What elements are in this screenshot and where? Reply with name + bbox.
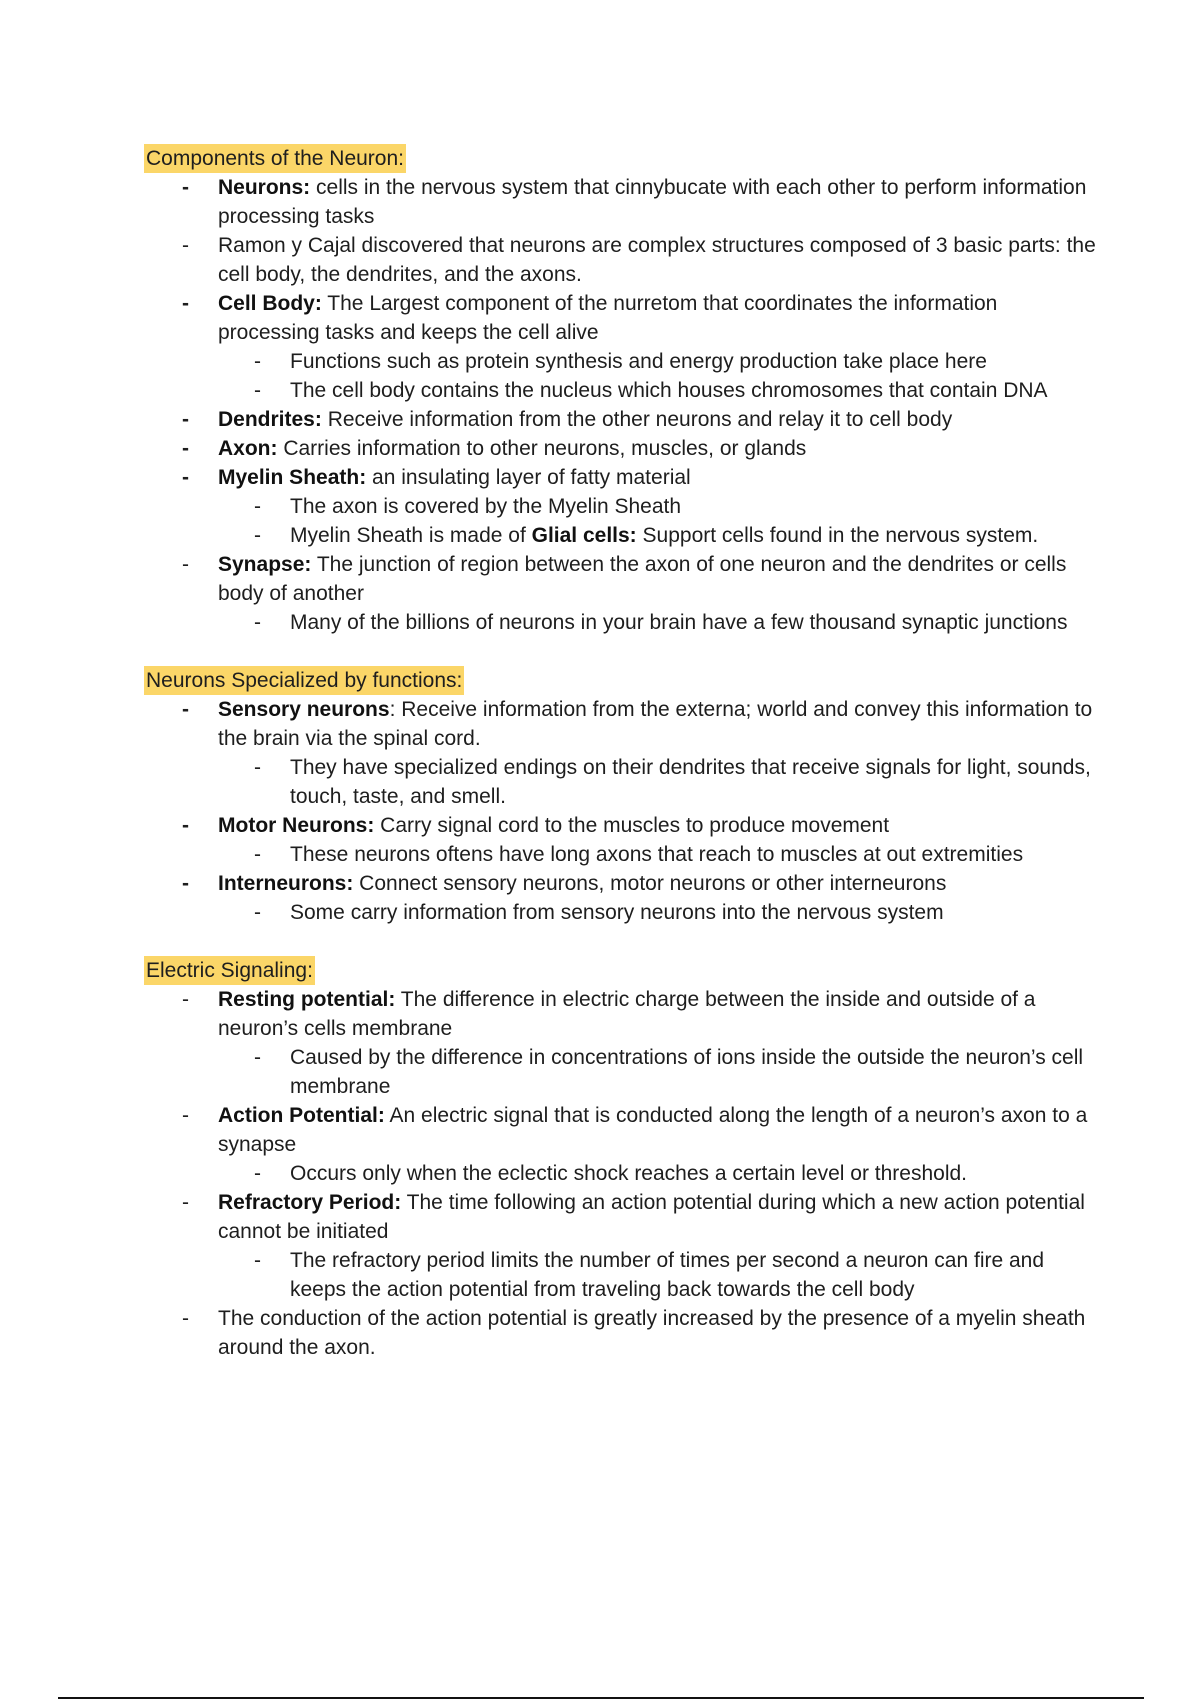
section-heading: Components of the Neuron: xyxy=(144,144,406,173)
bullet-dash: - xyxy=(182,698,189,721)
bullet-dash: - xyxy=(254,495,261,518)
sub-list-item: - Occurs only when the eclectic shock reaches a certain level or threshold. xyxy=(146,1159,1096,1188)
bullet-dash: - xyxy=(182,1104,189,1127)
sub-list-item: - The axon is covered by the Myelin Sheath xyxy=(146,492,1096,521)
sub-list-item: - Myelin Sheath is made of Glial cells: Support cells found in the nervous system. xyxy=(146,521,1096,550)
sub-list-item: - Some carry information from sensory neurons into the nervous system xyxy=(146,898,1096,927)
bullet-dash: - xyxy=(182,1307,189,1330)
section-neurons-specialized xyxy=(146,666,1096,927)
bullet-dash: - xyxy=(182,872,189,895)
bullet-dash: - xyxy=(182,234,189,257)
section-electric-signaling xyxy=(146,956,1096,1362)
list-item: - Action Potential: An electric signal that is conducted along the length of a neuron’s axon to a synapse xyxy=(146,1101,1096,1159)
list-item: - Motor Neurons: Carry signal cord to the muscles to produce movement xyxy=(146,811,1096,840)
bullet-dash: - xyxy=(254,1249,261,1272)
list-item: - Sensory neurons: Receive information from the externa; world and convey this information to the brain via the spinal cord. xyxy=(146,695,1096,753)
bullet-dash: - xyxy=(254,524,261,547)
notes-body xyxy=(146,144,1096,1362)
list-item: - Myelin Sheath: an insulating layer of fatty material xyxy=(146,463,1096,492)
section-heading: Neurons Specialized by functions: xyxy=(144,666,464,695)
list-item: - The conduction of the action potential is greatly increased by the presence of a myelin sheath around the axon. xyxy=(146,1304,1096,1362)
page-bottom-rule xyxy=(58,1697,1144,1699)
sub-list-item: - Caused by the difference in concentrations of ions inside the outside the neuron’s cell membrane xyxy=(146,1043,1096,1101)
bullet-dash: - xyxy=(254,756,261,779)
bullet-dash: - xyxy=(254,1162,261,1185)
list-item: - Dendrites: Receive information from the other neurons and relay it to cell body xyxy=(146,405,1096,434)
sub-list-item: - The refractory period limits the number of times per second a neuron can fire and keeps the action potential from traveling back towards the cell body xyxy=(146,1246,1096,1304)
bullet-dash: - xyxy=(254,901,261,924)
bullet-dash: - xyxy=(182,466,189,489)
sub-list-item: - These neurons oftens have long axons that reach to muscles at out extremities xyxy=(146,840,1096,869)
bullet-dash: - xyxy=(182,988,189,1011)
list-item: - Interneurons: Connect sensory neurons, motor neurons or other interneurons xyxy=(146,869,1096,898)
list-item: - Axon: Carries information to other neurons, muscles, or glands xyxy=(146,434,1096,463)
section-heading: Electric Signaling: xyxy=(144,956,315,985)
bullet-dash: - xyxy=(254,350,261,373)
sub-list-item: - Functions such as protein synthesis and energy production take place here xyxy=(146,347,1096,376)
bullet-dash: - xyxy=(182,292,189,315)
section-components-of-neuron xyxy=(146,144,1096,637)
sub-list-item: - Many of the billions of neurons in your brain have a few thousand synaptic junctions xyxy=(146,608,1096,637)
bullet-list xyxy=(146,695,1096,927)
bullet-dash: - xyxy=(254,611,261,634)
list-item: - Resting potential: The difference in electric charge between the inside and outside of a neuron’s cells membrane xyxy=(146,985,1096,1043)
bullet-dash: - xyxy=(182,814,189,837)
bullet-dash: - xyxy=(182,1191,189,1214)
bullet-list xyxy=(146,985,1096,1362)
sub-list-item: - They have specialized endings on their dendrites that receive signals for light, sounds, touch, taste, and smell. xyxy=(146,753,1096,811)
list-item: - Refractory Period: The time following an action potential during which a new action potential cannot be initiated xyxy=(146,1188,1096,1246)
bullet-dash: - xyxy=(182,437,189,460)
bullet-dash: - xyxy=(182,176,189,199)
bullet-dash: - xyxy=(254,379,261,402)
list-item: - Neurons: cells in the nervous system that cinnybucate with each other to perform information processing tasks xyxy=(146,173,1096,231)
list-item: - Cell Body: The Largest component of the nurretom that coordinates the information processing tasks and keeps the cell alive xyxy=(146,289,1096,347)
list-item: - Ramon y Cajal discovered that neurons are complex structures composed of 3 basic parts: the cell body, the dendrites, and the axons. xyxy=(146,231,1096,289)
bullet-dash: - xyxy=(182,408,189,431)
sub-list-item: - The cell body contains the nucleus which houses chromosomes that contain DNA xyxy=(146,376,1096,405)
bullet-dash: - xyxy=(254,843,261,866)
list-item: - Synapse: The junction of region between the axon of one neuron and the dendrites or cells body of another xyxy=(146,550,1096,608)
bullet-dash: - xyxy=(182,553,189,576)
bullet-dash: - xyxy=(254,1046,261,1069)
bullet-list xyxy=(146,173,1096,637)
